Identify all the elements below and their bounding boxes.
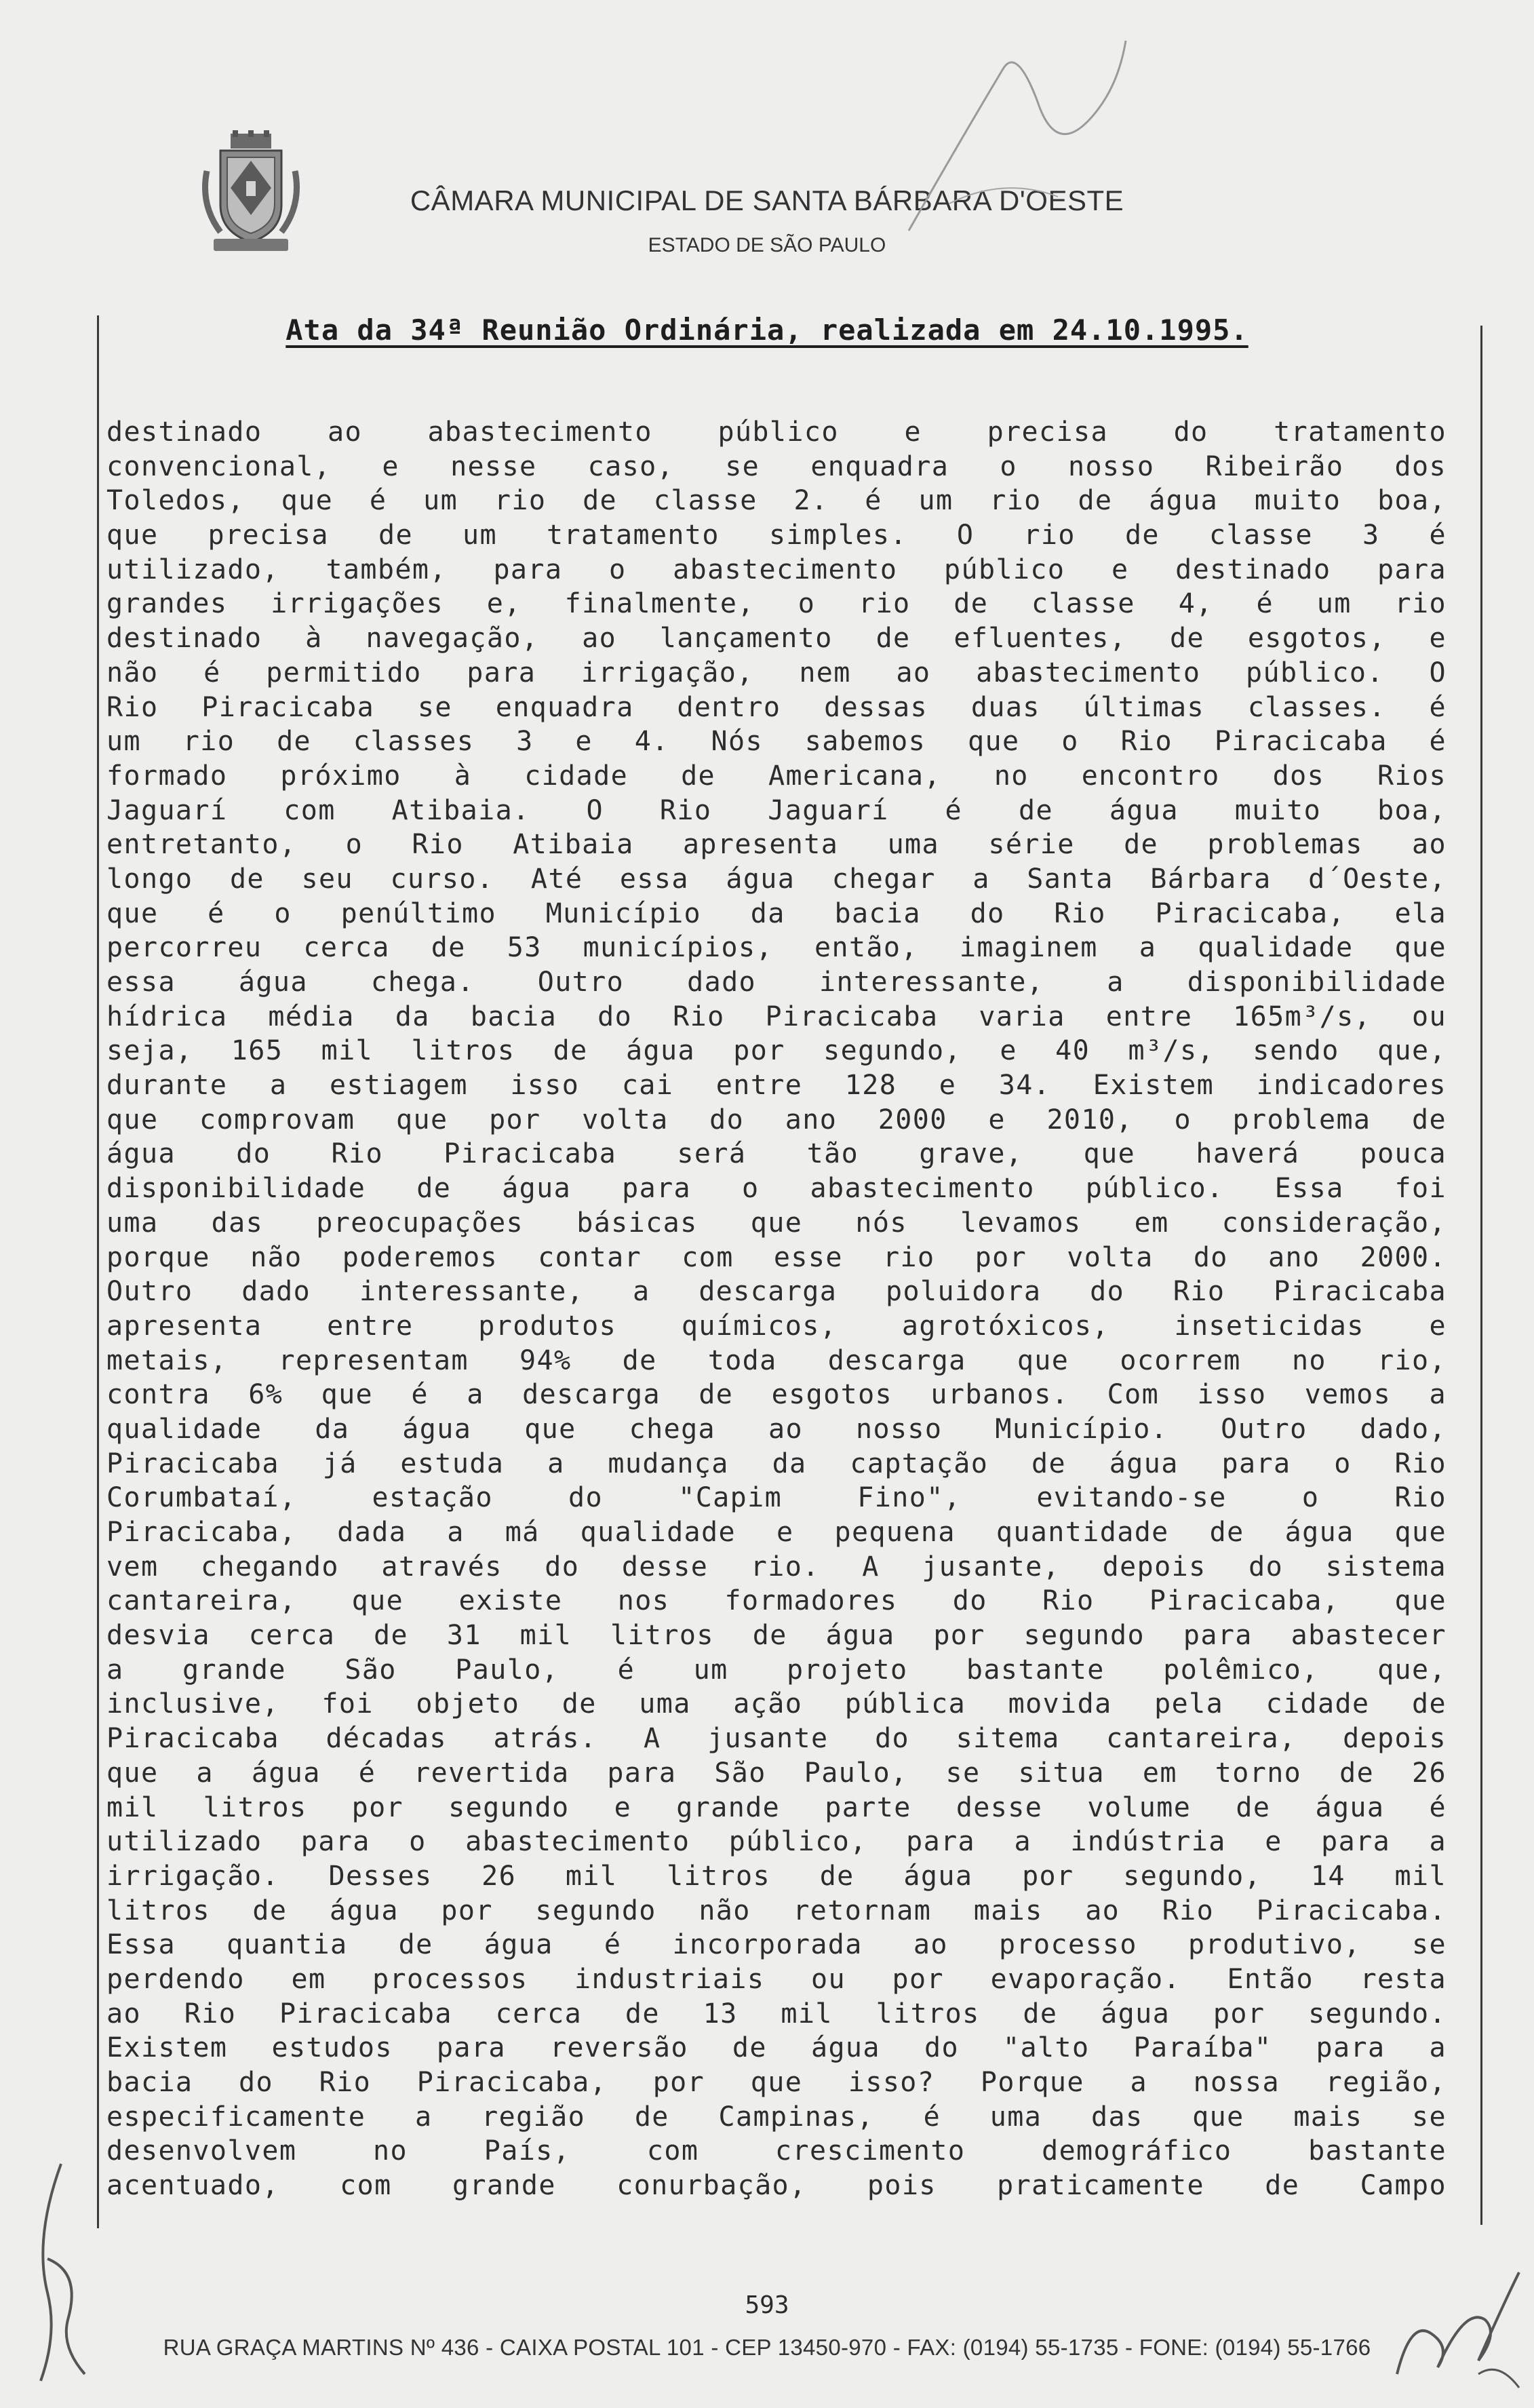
minutes-title: Ata da 34ª Reunião Ordinária, realizada em 24.10.1995. [286,313,1248,347]
body-line: Rio Piracicaba se enquadra dentro dessas duas últimas classes. é [106,691,1447,723]
right-margin-rule [1480,326,1482,2225]
body-line: porque não poderemos contar com esse rio por volta do ano 2000. [106,1241,1447,1273]
body-line: não é permitido para irrigação, nem ao abastecimento público. O [106,657,1447,688]
body-line: Piracicaba já estuda a mudança da captação de água para o Rio [106,1448,1447,1479]
council-name: CÂMARA MUNICIPAL DE SANTA BÁRBARA D'OESTE [410,185,1124,216]
body-line: entretanto, o Rio Atibaia apresenta uma série de problemas ao [106,829,1447,861]
body-line: percorreu cerca de 53 municípios, então, imaginem a qualidade que [106,932,1447,964]
body-line: destinado à navegação, ao lançamento de efluentes, de esgotos, e [106,623,1447,655]
body-line: uma das preocupações básicas que nós levamos em consideração, [106,1207,1447,1239]
body-line: a grande São Paulo, é um projeto bastante polêmico, que, [106,1654,1447,1686]
body-line: disponibilidade de água para o abastecimento público. Essa foi [106,1173,1447,1205]
body-line: qualidade da água que chega ao nosso Município. Outro dado, [106,1413,1447,1445]
body-line: ao Rio Piracicaba cerca de 13 mil litros de água por segundo. [106,1998,1447,2030]
body-line: seja, 165 mil litros de água por segundo, e 40 m³/s, sendo que, [106,1035,1447,1067]
margin-signature [20,2157,95,2388]
body-line: mil litros por segundo e grande parte desse volume de água é [106,1791,1447,1823]
body-line: Piracicaba décadas atrás. A jusante do sitema cantareira, depois [106,1723,1447,1755]
left-margin-rule [97,315,99,2228]
body-line: formado próximo à cidade de Americana, no encontro dos Rios [106,760,1447,792]
corner-signature [1383,2259,1526,2394]
body-line: utilizado, também, para o abastecimento público e destinado para [106,554,1447,585]
body-line: essa água chega. Outro dado interessante, a disponibilidade [106,967,1447,998]
body-line: que comprovam que por volta do ano 2000 e 2010, o problema de [106,1104,1447,1135]
body-line: inclusive, foi objeto de uma ação pública movida pela cidade de [106,1688,1447,1720]
body-line: litros de água por segundo não retornam mais ao Rio Piracicaba. [106,1895,1447,1926]
body-line: perdendo em processos industriais ou por evaporação. Então resta [106,1963,1447,1995]
body-line: convencional, e nesse caso, se enquadra o nosso Ribeirão dos [106,450,1447,482]
body-line: grandes irrigações e, finalmente, o rio de classe 4, é um rio [106,588,1447,620]
body-line: um rio de classes 3 e 4. Nós sabemos que o Rio Piracicaba é [106,726,1447,758]
body-line: desenvolvem no País, com crescimento demográfico bastante [106,2135,1447,2167]
minutes-body [106,415,1447,2203]
body-line: longo de seu curso. Até essa água chegar a Santa Bárbara d´Oeste, [106,863,1447,895]
body-line: Essa quantia de água é incorporada ao processo produtivo, se [106,1929,1447,1961]
body-line: água do Rio Piracicaba será tão grave, que haverá pouca [106,1138,1447,1170]
body-line: acentuado, com grande conurbação, pois praticamente de Campo [106,2170,1447,2202]
footer-address: RUA GRAÇA MARTINS Nº 436 - CAIXA POSTAL 101 - CEP 13450-970 - FAX: (0194) 55-1735 - FONE: (0194) 55-1766 [163,2335,1371,2360]
body-line: metais, representam 94% de toda descarga que ocorrem no rio, [106,1344,1447,1376]
body-line: contra 6% que é a descarga de esgotos urbanos. Com isso vemos a [106,1379,1447,1411]
body-line: irrigação. Desses 26 mil litros de água por segundo, 14 mil [106,1860,1447,1892]
body-line: Jaguarí com Atibaia. O Rio Jaguarí é de água muito boa, [106,794,1447,826]
body-line: Corumbataí, estação do "Capim Fino", evitando-se o Rio [106,1482,1447,1514]
body-line: que a água é revertida para São Paulo, se situa em torno de 26 [106,1757,1447,1789]
body-line: hídrica média da bacia do Rio Piracicaba varia entre 165m³/s, ou [106,1001,1447,1032]
body-line: que precisa de um tratamento simples. O rio de classe 3 é [106,520,1447,551]
body-line: especificamente a região de Campinas, é uma das que mais se [106,2101,1447,2133]
body-line: destinado ao abastecimento público e precisa do tratamento [106,416,1447,448]
state-name: ESTADO DE SÃO PAULO [648,234,886,256]
body-line: Existem estudos para reversão de água do "alto Paraíba" para a [106,2032,1447,2064]
body-line: desvia cerca de 31 mil litros de água por segundo para abastecer [106,1620,1447,1652]
body-line: durante a estiagem isso cai entre 128 e 34. Existem indicadores [106,1070,1447,1102]
body-line: cantareira, que existe nos formadores do Rio Piracicaba, que [106,1585,1447,1617]
body-line: Toledos, que é um rio de classe 2. é um rio de água muito boa, [106,485,1447,517]
body-line: bacia do Rio Piracicaba, por que isso? Porque a nossa região, [106,2067,1447,2098]
body-line: vem chegando através do desse rio. A jusante, depois do sistema [106,1551,1447,1582]
body-line: Piracicaba, dada a má qualidade e pequena quantidade de água que [106,1517,1447,1548]
body-line: que é o penúltimo Município da bacia do Rio Piracicaba, ela [106,897,1447,929]
faint-signature [882,27,1139,251]
body-line: utilizado para o abastecimento público, para a indústria e para a [106,1826,1447,1858]
body-line: apresenta entre produtos químicos, agrotóxicos, inseticidas e [106,1310,1447,1342]
body-line: Outro dado interessante, a descarga poluidora do Rio Piracicaba [106,1276,1447,1308]
page-number: 593 [745,2291,789,2319]
